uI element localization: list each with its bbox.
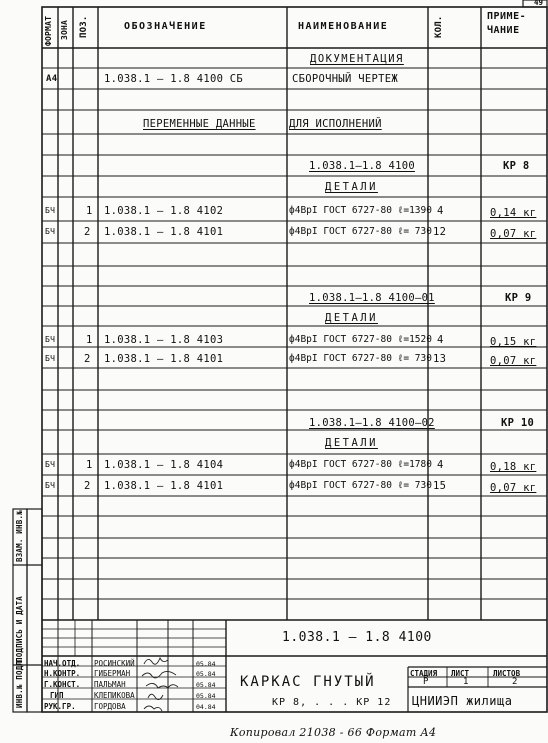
- v3-row1-designation: 1.038.1 – 1.8 4104: [104, 459, 224, 471]
- header-name: НАИМЕНОВАНИЕ: [298, 21, 389, 32]
- v3-row2-qty: 15: [433, 480, 447, 492]
- sheets-value: 2: [512, 677, 518, 687]
- v1-row2-note: 0,07 кг: [490, 228, 537, 240]
- sheet-label: ЛИСТ: [451, 669, 470, 678]
- v2-row1-pos: 1: [86, 334, 93, 346]
- v1-row2-format: БЧ: [45, 227, 56, 236]
- title-doc-number: 1.038.1 – 1.8 4100: [282, 630, 432, 645]
- v2-row1-note: 0,15 кг: [490, 336, 537, 348]
- variant-1-title: 1.038.1–1.8 4100: [309, 160, 415, 172]
- header-qty: КОЛ.: [434, 15, 444, 38]
- v2-row1-designation: 1.038.1 – 1.8 4103: [104, 334, 224, 346]
- v2-row1-name: ф4ВрI ГОСТ 6727-80 ℓ=1520: [289, 334, 432, 345]
- v3-row2-note: 0,07 кг: [490, 482, 537, 494]
- variant-1-parts: ДЕТАЛИ: [325, 181, 378, 193]
- staff-3-role: Г.КОНСТ.: [44, 680, 81, 689]
- variant-2-title: 1.038.1–1.8 4100–01: [309, 292, 435, 304]
- variant-3-title: 1.038.1–1.8 4100–02: [309, 417, 435, 429]
- v3-row2-name: ф4ВрI ГОСТ 6727-80 ℓ= 730: [289, 480, 432, 491]
- v1-row2-name: ф4ВрI ГОСТ 6727-80 ℓ= 730: [289, 226, 432, 237]
- staff-3-date: 05.84: [196, 681, 216, 689]
- stage-value: Р: [423, 677, 429, 687]
- v2-row2-note: 0,07 кг: [490, 355, 537, 367]
- header-zone: ЗОНА: [60, 19, 69, 40]
- staff-2-date: 05.84: [196, 670, 216, 678]
- stamp-replace-inv: ВЗАМ. ИНВ.№: [15, 510, 24, 562]
- v3-row2-designation: 1.038.1 – 1.8 4101: [104, 480, 224, 492]
- header-format: ФОРМАТ: [44, 15, 53, 46]
- title-line-1: КАРКАС ГНУТЫЙ: [240, 674, 376, 690]
- v2-row2-name: ф4ВрI ГОСТ 6727-80 ℓ= 730: [289, 353, 432, 364]
- v1-row1-note: 0,14 кг: [490, 207, 537, 219]
- staff-5-role: РУК.ГР.: [44, 702, 76, 711]
- stamp-inv-orig: ИНВ.№ ПОДЛ.: [15, 656, 24, 708]
- header-note-2: ЧАНИЕ: [487, 25, 520, 36]
- v2-row1-format: БЧ: [45, 335, 56, 344]
- v2-row1-qty: 4: [437, 334, 444, 346]
- staff-5-name: ГОРДОВА: [94, 702, 126, 711]
- v3-row1-note: 0,18 кг: [490, 461, 537, 473]
- doc-name: СБОРОЧНЫЙ ЧЕРТЕЖ: [292, 73, 398, 85]
- v1-row1-pos: 1: [86, 205, 93, 217]
- v3-row2-format: БЧ: [45, 481, 56, 490]
- v1-row1-format: БЧ: [45, 206, 56, 215]
- page-number: 49: [534, 0, 544, 7]
- v1-row2-designation: 1.038.1 – 1.8 4101: [104, 226, 224, 238]
- v3-row1-pos: 1: [86, 459, 93, 471]
- org-name: ЦНИИЭП жилища: [412, 694, 513, 708]
- staff-1-name: РОСИНСКИЙ: [94, 659, 135, 668]
- header-note-1: ПРИМЕ-: [487, 11, 527, 22]
- staff-4-name: КЛЕПИКОВА: [94, 691, 135, 700]
- staff-3-name: ПАЛЬМАН: [94, 680, 126, 689]
- staff-1-date: 05.84: [196, 660, 216, 668]
- v3-row1-name: ф4ВрI ГОСТ 6727-80 ℓ=1780: [289, 459, 432, 470]
- v1-row1-name: ф4ВрI ГОСТ 6727-80 ℓ=1390: [289, 205, 432, 216]
- staff-5-date: 04.84: [196, 703, 216, 711]
- title-line-2: КР 8, . . . КР 12: [272, 697, 392, 708]
- v1-row2-qty: 12: [433, 226, 447, 238]
- v3-row1-qty: 4: [437, 459, 444, 471]
- header-designation: ОБОЗНАЧЕНИЕ: [124, 21, 207, 32]
- v2-row2-qty: 13: [433, 353, 447, 365]
- v1-row1-qty: 4: [437, 205, 444, 217]
- footer-copy-note: Копировал 21038 - 66 Формат А4: [230, 726, 437, 739]
- v2-row2-format: БЧ: [45, 354, 56, 363]
- stage-label: СТАДИЯ: [410, 669, 438, 678]
- v2-row2-designation: 1.038.1 – 1.8 4101: [104, 353, 224, 365]
- staff-4-date: 05.84: [196, 692, 216, 700]
- sheet-value: 1: [463, 677, 469, 687]
- variant-3-parts: ДЕТАЛИ: [325, 437, 378, 449]
- v1-row2-pos: 2: [84, 226, 91, 238]
- staff-4-role: ГИП: [50, 691, 64, 700]
- variant-2-parts: ДЕТАЛИ: [325, 312, 378, 324]
- doc-format: А4: [46, 74, 58, 84]
- sheets-label: ЛИСТОВ: [493, 669, 521, 678]
- v3-row1-format: БЧ: [45, 460, 56, 469]
- variant-3-note: КР 10: [501, 417, 535, 429]
- staff-2-role: Н.КОНТР.: [44, 669, 81, 678]
- section-variable-left: ПЕРЕМЕННЫЕ ДАННЫЕ: [143, 118, 256, 130]
- section-documentation: ДОКУМЕНТАЦИЯ: [310, 53, 404, 65]
- signature-scribbles: [138, 646, 193, 712]
- variant-1-note: КР 8: [503, 160, 530, 172]
- header-pos: ПОЗ.: [79, 15, 89, 38]
- staff-2-name: ГИБЕРМАН: [94, 669, 131, 678]
- v3-row2-pos: 2: [84, 480, 91, 492]
- staff-1-role: НАЧ.ОТД.: [44, 659, 81, 668]
- doc-designation: 1.038.1 – 1.8 4100 СБ: [104, 73, 244, 85]
- v2-row2-pos: 2: [84, 353, 91, 365]
- variant-2-note: КР 9: [505, 292, 532, 304]
- v1-row1-designation: 1.038.1 – 1.8 4102: [104, 205, 224, 217]
- section-variable-right: ДЛЯ ИСПОЛНЕНИЙ: [289, 118, 382, 130]
- stamp-sign-date: ПОДПИСЬ И ДАТА: [15, 595, 24, 662]
